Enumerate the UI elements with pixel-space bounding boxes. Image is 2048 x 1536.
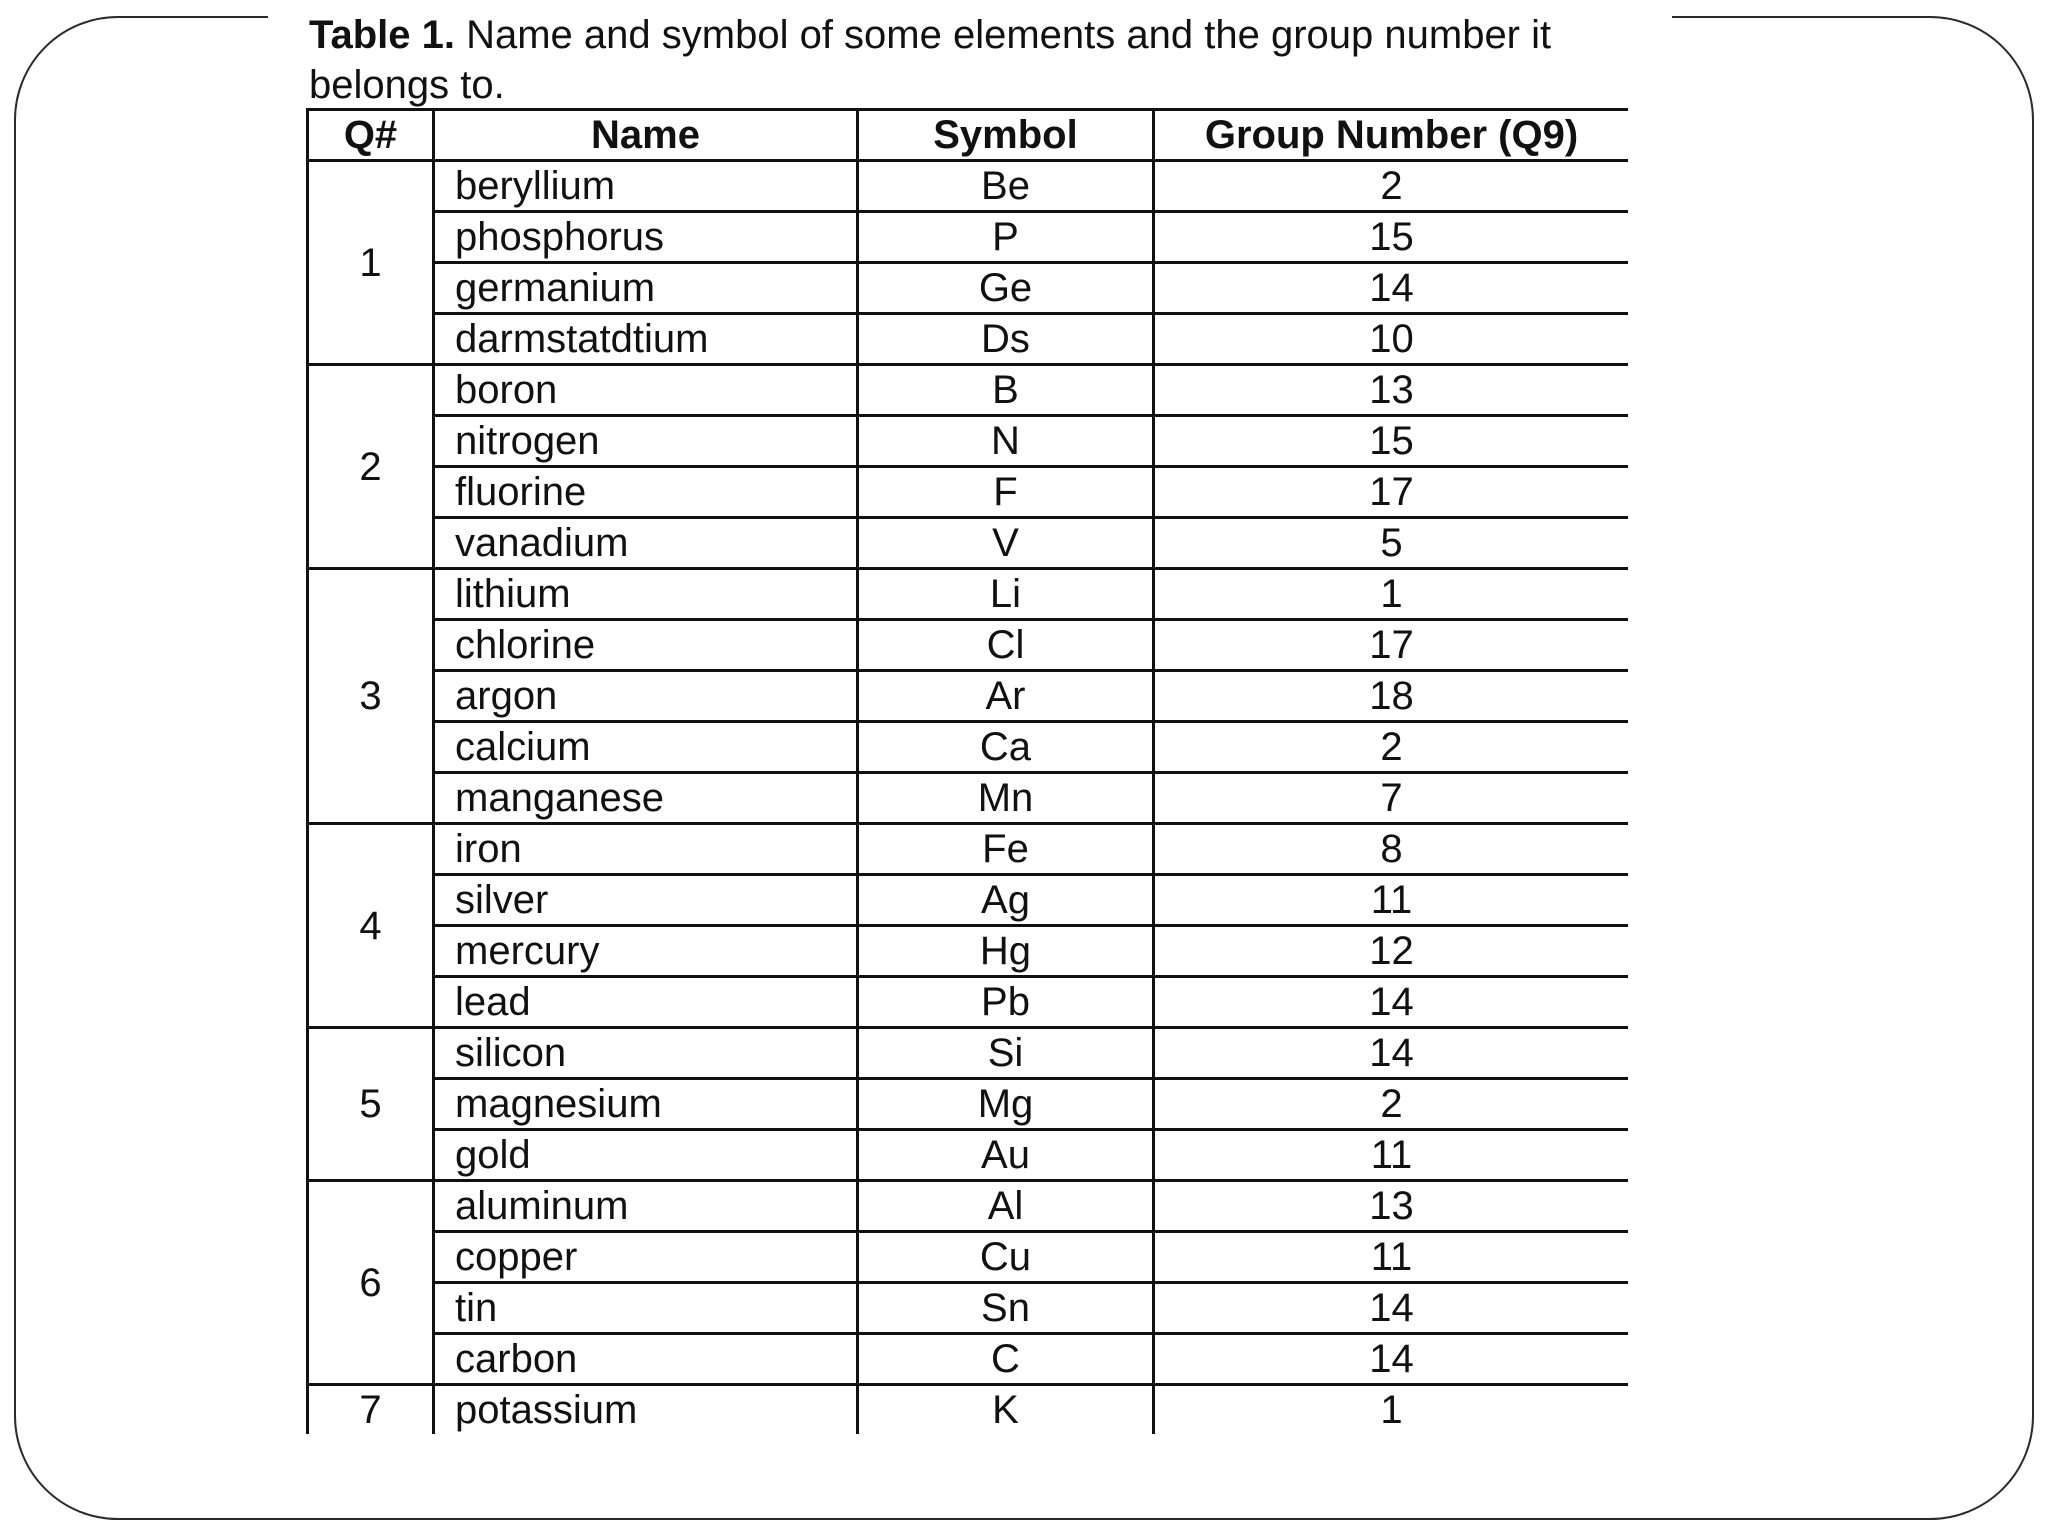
element-name-cell: phosphorus [434, 212, 858, 263]
table-row [308, 569, 1629, 620]
group-number-cell: 2 [1154, 1079, 1629, 1130]
header-group-number: Group Number (Q9) [1154, 110, 1629, 161]
element-name-cell: darmstatdtium [434, 314, 858, 365]
table-row [308, 314, 1629, 365]
table-row [308, 263, 1629, 314]
table-row [308, 977, 1629, 1028]
table-row [308, 824, 1629, 875]
table-row [308, 620, 1629, 671]
group-number-cell: 11 [1154, 1232, 1629, 1283]
element-symbol-cell: Cl [858, 620, 1154, 671]
table-row [308, 671, 1629, 722]
group-number-cell: 1 [1154, 569, 1629, 620]
group-number-cell: 13 [1154, 1181, 1629, 1232]
question-number-cell: 5 [308, 1028, 434, 1181]
element-name-cell: fluorine [434, 467, 858, 518]
table-row [308, 773, 1629, 824]
element-symbol-cell: Ar [858, 671, 1154, 722]
table-row [308, 467, 1629, 518]
element-name-cell: calcium [434, 722, 858, 773]
element-name-cell: lithium [434, 569, 858, 620]
table-row [308, 875, 1629, 926]
group-number-cell: 10 [1154, 314, 1629, 365]
element-name-cell: silicon [434, 1028, 858, 1079]
table-row [308, 1130, 1629, 1181]
table-row [308, 161, 1629, 212]
element-name-cell: manganese [434, 773, 858, 824]
group-number-cell: 14 [1154, 1334, 1629, 1385]
element-symbol-cell: Hg [858, 926, 1154, 977]
element-name-cell: lead [434, 977, 858, 1028]
question-number-cell: 4 [308, 824, 434, 1028]
group-number-cell: 14 [1154, 263, 1629, 314]
element-name-cell: magnesium [434, 1079, 858, 1130]
table-row [308, 212, 1629, 263]
element-name-cell: carbon [434, 1334, 858, 1385]
element-symbol-cell: Au [858, 1130, 1154, 1181]
element-name-cell: chlorine [434, 620, 858, 671]
element-symbol-cell: Cu [858, 1232, 1154, 1283]
element-name-cell: gold [434, 1130, 858, 1181]
element-name-cell: boron [434, 365, 858, 416]
question-number-cell: 2 [308, 365, 434, 569]
table-container [306, 108, 1628, 1514]
table-row [308, 416, 1629, 467]
element-name-cell: beryllium [434, 161, 858, 212]
elements-table [306, 108, 1628, 1434]
element-symbol-cell: N [858, 416, 1154, 467]
question-number-cell: 7 [308, 1385, 434, 1435]
header-q: Q# [308, 110, 434, 161]
group-number-cell: 1 [1154, 1385, 1629, 1435]
group-number-cell: 15 [1154, 416, 1629, 467]
element-symbol-cell: P [858, 212, 1154, 263]
element-symbol-cell: Li [858, 569, 1154, 620]
table-row [308, 365, 1629, 416]
element-symbol-cell: Sn [858, 1283, 1154, 1334]
element-name-cell: silver [434, 875, 858, 926]
group-number-cell: 15 [1154, 212, 1629, 263]
element-symbol-cell: Ge [858, 263, 1154, 314]
element-symbol-cell: Be [858, 161, 1154, 212]
table-row [308, 518, 1629, 569]
table-row [308, 722, 1629, 773]
element-name-cell: aluminum [434, 1181, 858, 1232]
group-number-cell: 17 [1154, 467, 1629, 518]
table-row [308, 1232, 1629, 1283]
group-number-cell: 13 [1154, 365, 1629, 416]
element-symbol-cell: C [858, 1334, 1154, 1385]
element-name-cell: germanium [434, 263, 858, 314]
element-symbol-cell: Ca [858, 722, 1154, 773]
element-symbol-cell: Pb [858, 977, 1154, 1028]
group-number-cell: 14 [1154, 1028, 1629, 1079]
header-symbol: Symbol [858, 110, 1154, 161]
element-symbol-cell: Ag [858, 875, 1154, 926]
group-number-cell: 14 [1154, 977, 1629, 1028]
table-row [308, 1079, 1629, 1130]
group-number-cell: 11 [1154, 875, 1629, 926]
caption-label: Table 1. [309, 13, 455, 57]
element-name-cell: vanadium [434, 518, 858, 569]
element-symbol-cell: Mg [858, 1079, 1154, 1130]
element-symbol-cell: Al [858, 1181, 1154, 1232]
table-row [308, 1181, 1629, 1232]
element-symbol-cell: V [858, 518, 1154, 569]
group-number-cell: 5 [1154, 518, 1629, 569]
element-symbol-cell: F [858, 467, 1154, 518]
element-name-cell: mercury [434, 926, 858, 977]
group-number-cell: 12 [1154, 926, 1629, 977]
element-name-cell: nitrogen [434, 416, 858, 467]
group-number-cell: 2 [1154, 161, 1629, 212]
table-row [308, 926, 1629, 977]
caption-text: Name and symbol of some elements and the group number it belongs to. [309, 13, 1552, 107]
question-number-cell: 1 [308, 161, 434, 365]
table-caption [309, 10, 1639, 110]
element-symbol-cell: Fe [858, 824, 1154, 875]
element-symbol-cell: Si [858, 1028, 1154, 1079]
table-row [308, 1028, 1629, 1079]
header-name: Name [434, 110, 858, 161]
element-symbol-cell: K [858, 1385, 1154, 1435]
table-row [308, 1334, 1629, 1385]
question-number-cell: 6 [308, 1181, 434, 1385]
group-number-cell: 18 [1154, 671, 1629, 722]
table-row [308, 1283, 1629, 1334]
group-number-cell: 11 [1154, 1130, 1629, 1181]
group-number-cell: 2 [1154, 722, 1629, 773]
element-symbol-cell: Ds [858, 314, 1154, 365]
table-body [308, 161, 1629, 1435]
element-name-cell: tin [434, 1283, 858, 1334]
table-header-row [308, 110, 1629, 161]
element-name-cell: iron [434, 824, 858, 875]
element-name-cell: copper [434, 1232, 858, 1283]
element-name-cell: argon [434, 671, 858, 722]
group-number-cell: 14 [1154, 1283, 1629, 1334]
question-number-cell: 3 [308, 569, 434, 824]
table-row [308, 1385, 1629, 1435]
group-number-cell: 17 [1154, 620, 1629, 671]
element-name-cell: potassium [434, 1385, 858, 1435]
element-symbol-cell: Mn [858, 773, 1154, 824]
group-number-cell: 8 [1154, 824, 1629, 875]
element-symbol-cell: B [858, 365, 1154, 416]
group-number-cell: 7 [1154, 773, 1629, 824]
